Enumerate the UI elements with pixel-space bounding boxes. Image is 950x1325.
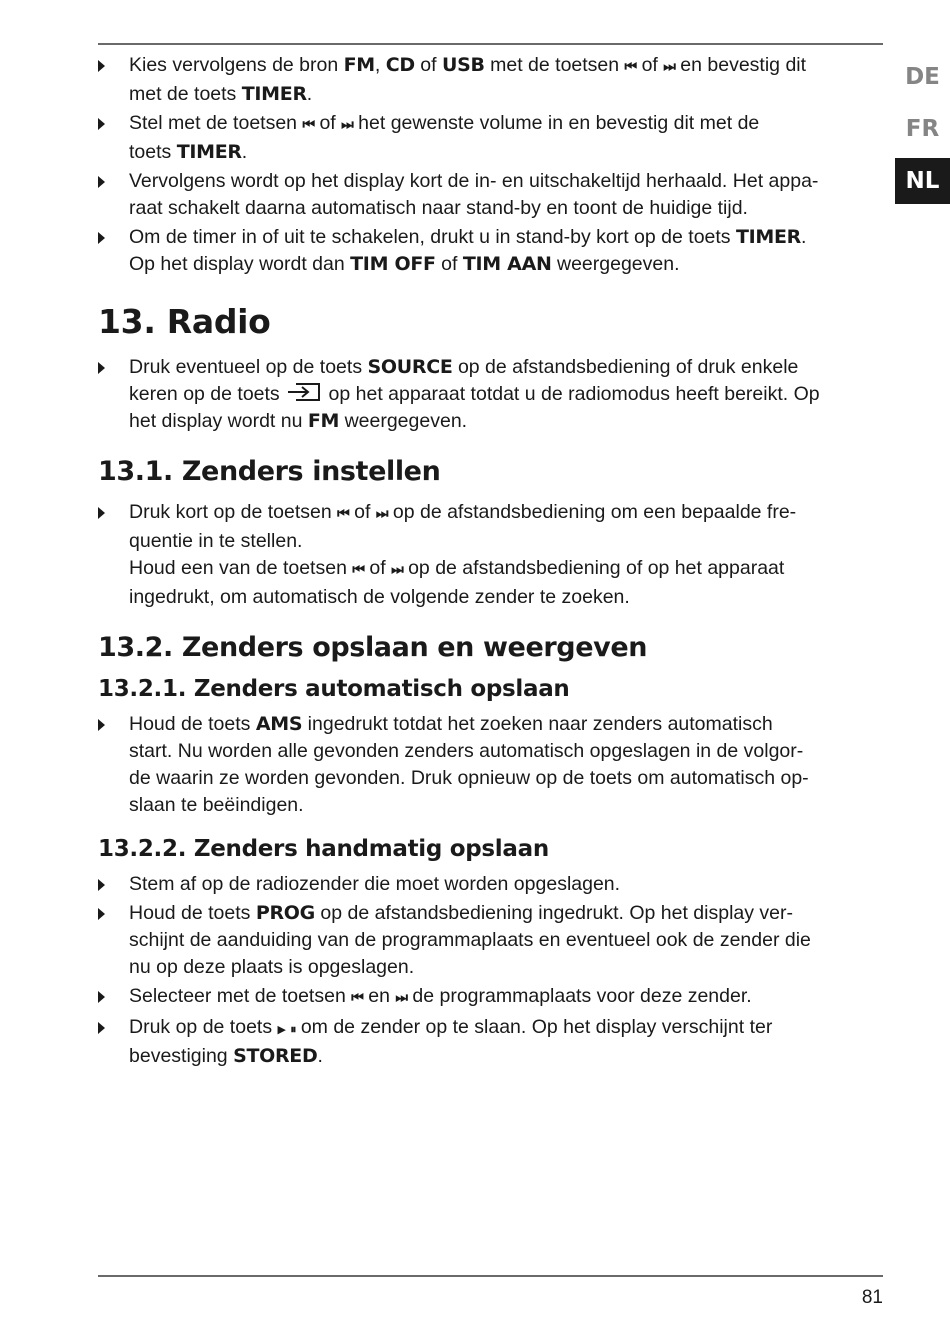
- bullet-arrow-icon: [98, 908, 105, 920]
- list-item: Om de timer in of uit te schakelen, drukt u in stand-by kort op de toets TIMER. Op het display wordt dan TIM OFF of TIM AAN weergegeven.: [98, 224, 888, 278]
- previous-track-icon: ⏮: [351, 990, 363, 1006]
- list-item: Druk op de toets ▶ ⏸ om de zender op te slaan. Op het display verschijnt ter bevestiging STORED.: [98, 1014, 888, 1070]
- play-icon: ▶: [277, 1023, 285, 1036]
- bullet-arrow-icon: [98, 507, 105, 519]
- next-track-icon: ⏭: [375, 506, 388, 522]
- bullet-arrow-icon: [98, 232, 105, 244]
- list-item: Houd de toets PROG op de afstandsbediening ingedrukt. Op het display ver- schijnt de aanduiding van de programmaplaats en eventueel ook de zender die nu op deze plaats is opgeslagen.: [98, 900, 888, 981]
- subsection-heading-handmatig-opslaan: 13.2.2. Zenders handmatig opslaan: [98, 836, 549, 862]
- pause-icon: ⏸: [290, 1022, 296, 1036]
- next-track-icon: ⏭: [395, 990, 407, 1006]
- source-input-icon: [287, 381, 321, 403]
- list-item: Kies vervolgens de bron FM, CD of USB met de toetsen ⏮ of ⏭ en bevestig dit met de toets TIMER.: [98, 52, 888, 108]
- list-item: Druk eventueel op de toets SOURCE op de afstandsbediening of druk enkele keren op de toets op het apparaat totdat u de radiomodus heeft bereikt. Op het display wordt nu FM weergegeven.: [98, 354, 888, 435]
- previous-track-icon: ⏮: [337, 506, 349, 522]
- bullet-arrow-icon: [98, 1022, 105, 1034]
- language-tab-fr[interactable]: FR: [905, 116, 940, 142]
- next-track-icon: ⏭: [391, 562, 403, 578]
- next-track-icon: ⏭: [663, 59, 675, 75]
- bullet-arrow-icon: [98, 362, 105, 374]
- bullet-arrow-icon: [98, 60, 105, 72]
- page-content: [98, 52, 888, 1070]
- bullet-arrow-icon: [98, 719, 105, 731]
- list-item: Houd de toets AMS ingedrukt totdat het zoeken naar zenders automatisch start. Nu worden alle gevonden zenders automatisch opgeslagen in de volgor- de waarin ze worden gevonden. Druk opnieuw op de toets om automatisch op- slaan te beëindigen.: [98, 711, 888, 819]
- language-tab-de[interactable]: DE: [905, 64, 940, 90]
- bottom-rule: [98, 1275, 883, 1277]
- list-item: Druk kort op de toetsen ⏮ of ⏭ op de afstandsbediening om een bepaalde fre- quentie in te stellen. Houd een van de toetsen ⏮ of ⏭ op de afstandsbediening of op het apparaat ingedrukt, om automatisch de volgende zender te zoeken.: [98, 499, 888, 611]
- section-heading-zenders-opslaan: 13.2. Zenders opslaan en weergeven: [98, 632, 648, 663]
- bullet-arrow-icon: [98, 118, 105, 130]
- section-heading-radio: 13. Radio: [98, 302, 271, 341]
- page-number: 81: [861, 1287, 883, 1308]
- list-item: Vervolgens wordt op het display kort de in- en uitschakeltijd herhaald. Het appa- raat schakelt daarna automatisch naar stand-by en toont de huidige tijd.: [98, 168, 888, 222]
- next-track-icon: ⏭: [341, 117, 353, 133]
- previous-track-icon: ⏮: [624, 59, 637, 75]
- bullet-arrow-icon: [98, 879, 105, 891]
- section-heading-zenders-instellen: 13.1. Zenders instellen: [98, 456, 441, 487]
- list-item: Stem af op de radiozender die moet worden opgeslagen.: [98, 871, 888, 898]
- language-tab-nl[interactable]: NL: [895, 158, 950, 204]
- top-rule: [98, 43, 883, 45]
- subsection-heading-automatisch-opslaan: 13.2.1. Zenders automatisch opslaan: [98, 676, 570, 702]
- previous-track-icon: ⏮: [302, 117, 315, 133]
- list-item: Selecteer met de toetsen ⏮ en ⏭ de programmaplaats voor deze zender.: [98, 983, 888, 1012]
- list-item: Stel met de toetsen ⏮ of ⏭ het gewenste volume in en bevestig dit met de toets TIMER.: [98, 110, 888, 166]
- previous-track-icon: ⏮: [352, 562, 364, 578]
- bullet-arrow-icon: [98, 991, 105, 1003]
- bullet-arrow-icon: [98, 176, 105, 188]
